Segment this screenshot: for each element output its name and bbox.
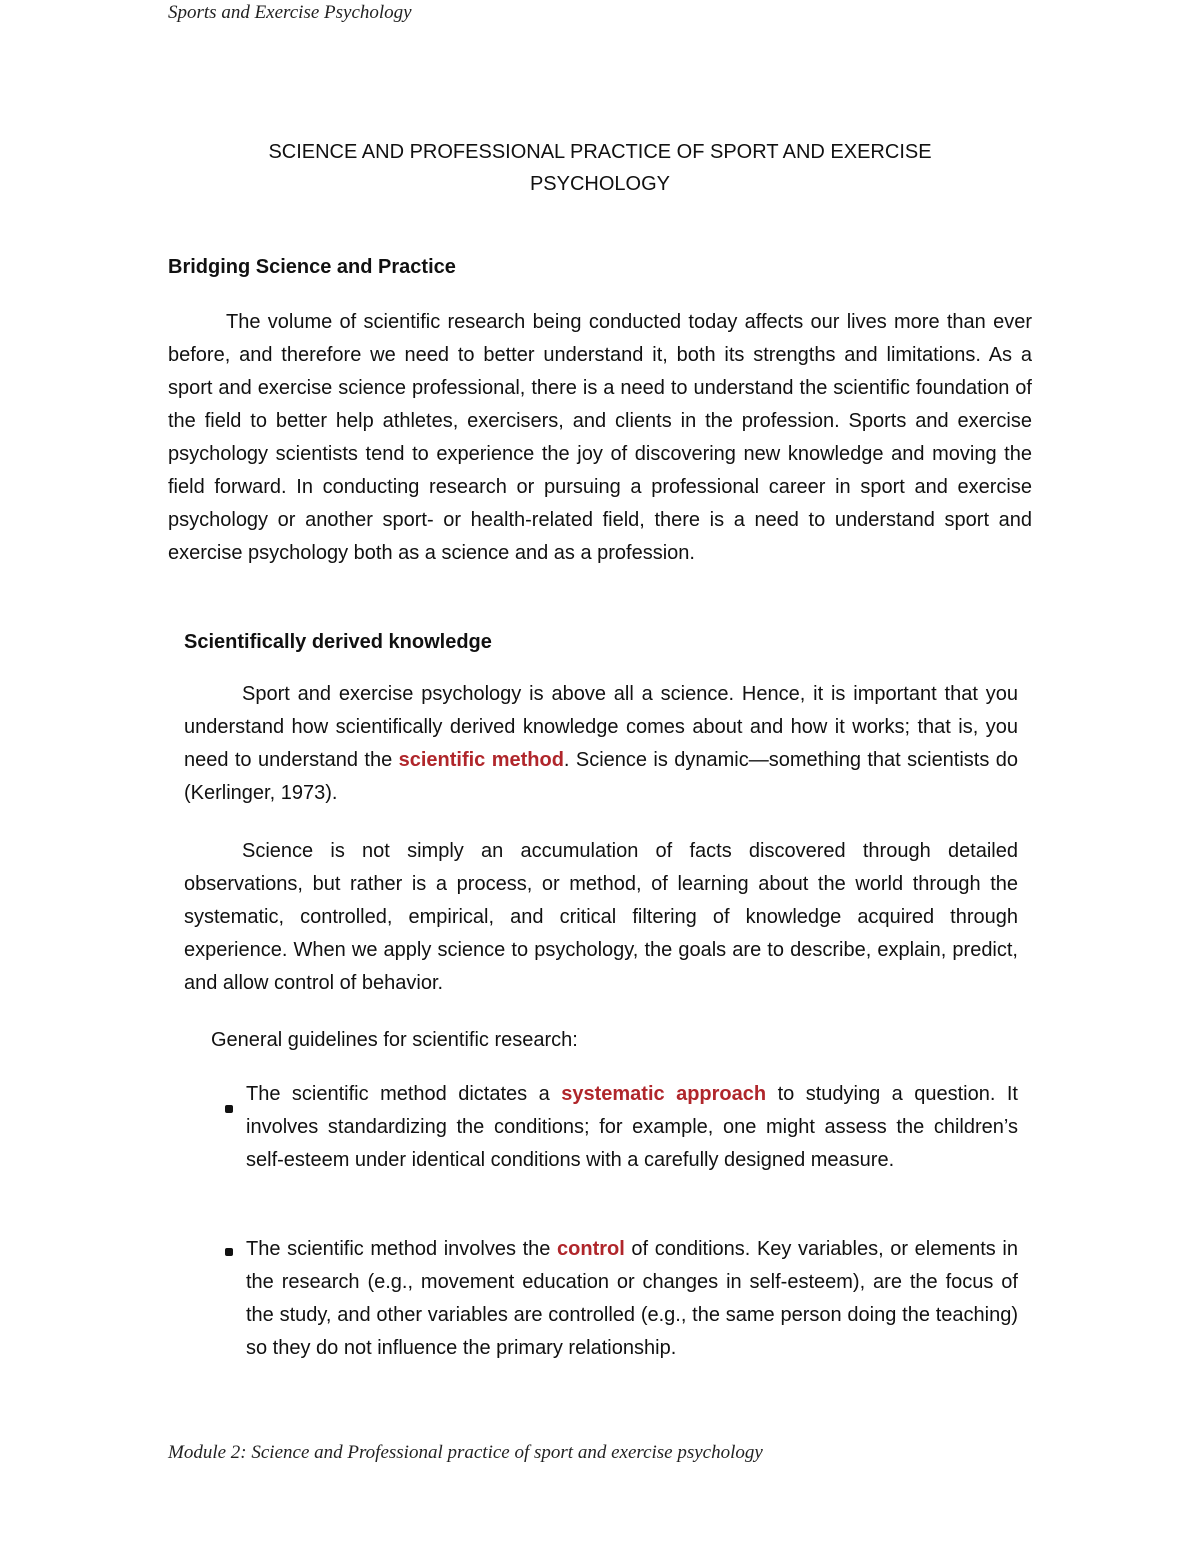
bullet-marker-1 — [225, 1105, 233, 1113]
text-segment: to studying a question. It involves standardizing the conditions; for example, one might assess the children’s self-esteem under identical conditions with a carefully designed measure. — [246, 1083, 1018, 1171]
text-segment: of conditions. Key variables, or elements in the research (e.g., movement education or changes in self-esteem), are the focus of the study, and other variables are controlled (e.g., the same person doing the teaching) so they do not influence the primary relationship. — [246, 1238, 1018, 1359]
text-segment: Sport and exercise psychology is above all a science. Hence, it is important that you understand how scientifically derived knowledge comes about and how it works; that is, you need to understand the — [184, 683, 1018, 771]
heading-scientific-knowledge: Scientifically derived knowledge — [184, 631, 492, 653]
text-segment: The scientific method dictates a — [246, 1083, 562, 1105]
highlight-control: control — [557, 1238, 625, 1260]
text-segment: The scientific method involves the — [246, 1238, 558, 1260]
running-header: Sports and Exercise Psychology — [168, 2, 412, 23]
title-line-2: PSYCHOLOGY — [529, 173, 671, 195]
paragraph-scientific-method — [184, 678, 1018, 810]
bullet-item-systematic — [246, 1078, 1018, 1177]
heading-bridging-science: Bridging Science and Practice — [168, 256, 456, 278]
highlight-systematic-approach: systematic approach — [561, 1083, 767, 1105]
document-title — [168, 136, 1032, 200]
bullet-item-control — [246, 1233, 1018, 1365]
bullet-marker-2 — [225, 1248, 233, 1256]
text-segment: . Science is dynamic—something that scientists do (Kerlinger, 1973). — [184, 749, 1018, 804]
title-line-1: SCIENCE AND PROFESSIONAL PRACTICE OF SPORT AND EXERCISE — [268, 141, 932, 163]
highlight-scientific-method: scientific method — [398, 749, 564, 771]
running-footer: Module 2: Science and Professional practice of sport and exercise psychology — [168, 1442, 763, 1463]
guidelines-label: General guidelines for scientific research: — [211, 1029, 578, 1051]
paragraph-bridging: The volume of scientific research being conducted today affects our lives more than ever before, and therefore we need to better understand it, both its strengths and limitations. As a sport and exercise science professional, there is a need to understand the scientific foundation of the field to better help athletes, exercisers, and clients in the profession. Sports and exercise psychology scientists tend to experience the joy of discovering new knowledge and moving the field forward. In conducting research or pursuing a professional career in sport and exercise psychology or another sport- or health-related field, there is a need to understand sport and exercise psychology both as a science and as a profession. — [168, 311, 1032, 564]
paragraph-science-process: Science is not simply an accumulation of facts discovered through detailed observations, but rather is a process, or method, of learning about the world through the systematic, controlled, empirical, and critical filtering of knowledge acquired through experience. When we apply science to psychology, the goals are to describe, explain, predict, and allow control of behavior. — [184, 840, 1018, 994]
